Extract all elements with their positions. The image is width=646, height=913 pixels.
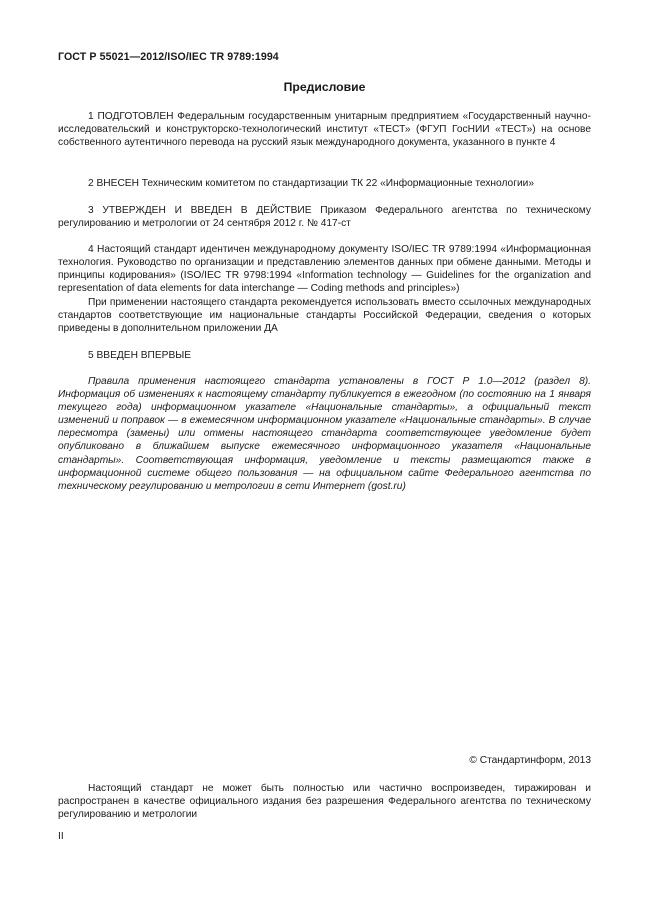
paragraph-4-identical: 4 Настоящий стандарт идентичен международному документу ISO/IEC TR 9789:1994 «Информационная технология. Руководство по организации и представлению элементов данных при обмене данными. Методы и принципы кодирования» (ISO/IEC TR 9798:1994 «Information technology — Guidelines for the organization and representation of data elements for data interchange — Coding methods and principles») — [58, 244, 591, 295]
paragraph-2-introduced: 2 ВНЕСЕН Техническим комитетом по стандартизации ТК 22 «Информационные технологии» — [88, 178, 534, 189]
standard-designation: ГОСТ Р 55021—2012/ISO/IEC TR 9789:1994 — [58, 51, 279, 63]
application-rules-paragraph: Правила применения настоящего стандарта установлены в ГОСТ Р 1.0—2012 (раздел 8). Информация об изменениях к настоящему стандарту публикуется в ежегодном (по состоянию на 1 января текущего года) информационном указателе «Национальные стандарты», а официальный текст изменений и поправок — в ежемесячном информационном указателе «Национальные стандарты». В случае пересмотра (замены) или отмены настоящего стандарта соответствующее уведомление будет опубликовано в ближайшем выпуске ежемесячного информационного указателя «Национальные стандарты». Соответствующая информация, уведомление и тексты размещаются также в информационной системе общего пользования — на официальном сайте Федерального агентства по техническому регулированию и метрологии в сети Интернет (gost.ru) — [58, 376, 591, 492]
paragraph-4-note: При применении настоящего стандарта рекомендуется использовать вместо ссылочных международных стандартов соответствующие им национальные стандарты Российской Федерации, сведения о которых приведены в дополнительном приложении ДА — [58, 297, 591, 335]
reproduction-notice: Настоящий стандарт не может быть полностью или частично воспроизведен, тиражирован и распространен в качестве официального издания без разрешения Федерального агентства по техническому регулированию и метрологии — [58, 783, 591, 821]
paragraph-3-approved: 3 УТВЕРЖДЕН И ВВЕДЕН В ДЕЙСТВИЕ Приказом Федерального агентства по техническому регулированию и метрологии от 24 сентября 2012 г. № 417-ст — [58, 205, 591, 230]
section-title: Предисловие — [283, 80, 366, 94]
page-number: II — [58, 831, 64, 842]
paragraph-5-first-introduced: 5 ВВЕДЕН ВПЕРВЫЕ — [88, 350, 192, 361]
paragraph-1-prepared: 1 ПОДГОТОВЛЕН Федеральным государственным унитарным предприятием «Государственный научно-исследовательский и конструкторско-технологический институт «ТЕСТ» (ФГУП ГосНИИ «ТЕСТ») на основе собственного аутентичного перевода на русский язык международного документа, указанного в пункте 4 — [58, 111, 591, 149]
copyright-notice: © Стандартинформ, 2013 — [469, 755, 591, 766]
